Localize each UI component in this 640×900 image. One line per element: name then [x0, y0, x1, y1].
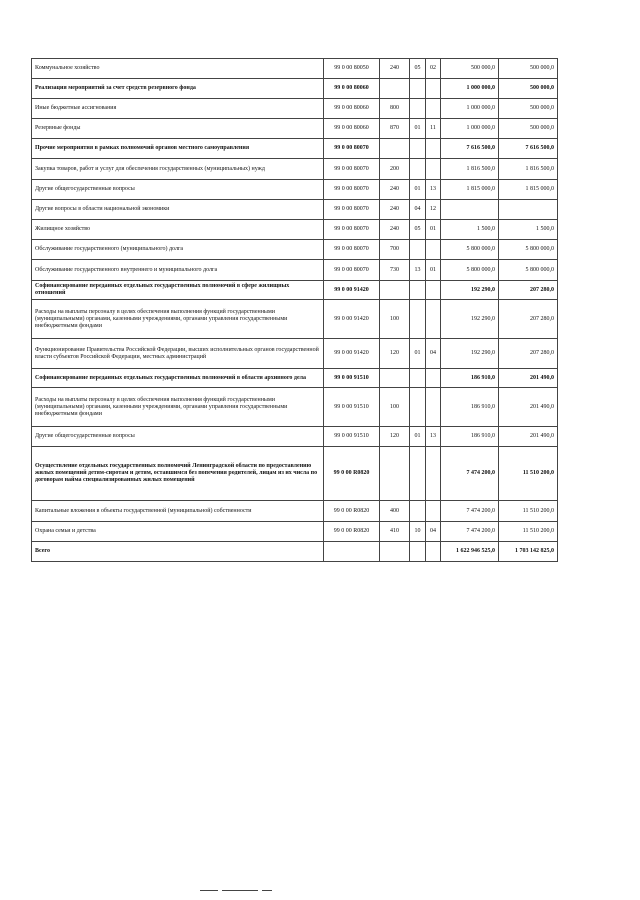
row-code: 99 0 00 R0820: [324, 447, 380, 501]
row-subsection: [426, 79, 441, 99]
row-section: [410, 501, 426, 522]
row-subsection: 01: [426, 220, 441, 240]
row-sum-year2: 5 800 000,0: [499, 260, 558, 281]
row-section: [410, 369, 426, 388]
row-expense-type: [380, 281, 410, 300]
row-section: 05: [410, 59, 426, 79]
table-row: [32, 220, 558, 240]
row-sum-year2: 500 000,0: [499, 79, 558, 99]
table-row: [32, 300, 558, 339]
row-expense-type: 800: [380, 99, 410, 119]
row-code: 99 0 00 91510: [324, 427, 380, 447]
row-expense-type: 240: [380, 200, 410, 220]
row-code: 99 0 00 80070: [324, 139, 380, 159]
row-code: [324, 542, 380, 562]
row-sum-year2: 207 280,0: [499, 281, 558, 300]
row-subsection: 12: [426, 200, 441, 220]
row-section: [410, 447, 426, 501]
row-name: Обслуживание государственного (муниципального) долга: [32, 240, 324, 260]
row-sum-year1: 1 816 500,0: [441, 159, 499, 180]
row-code: 99 0 00 80070: [324, 180, 380, 200]
row-subsection: 02: [426, 59, 441, 79]
row-subsection: 11: [426, 119, 441, 139]
row-sum-year2: 1 815 000,0: [499, 180, 558, 200]
table-row: [32, 542, 558, 562]
table-row: [32, 427, 558, 447]
row-sum-year1: 5 800 000,0: [441, 260, 499, 281]
row-section: 10: [410, 522, 426, 542]
row-sum-year2: 1 816 500,0: [499, 159, 558, 180]
row-code: 99 0 00 80070: [324, 159, 380, 180]
row-subsection: [426, 159, 441, 180]
table-row: [32, 369, 558, 388]
row-subsection: [426, 240, 441, 260]
row-section: [410, 79, 426, 99]
row-expense-type: 240: [380, 59, 410, 79]
row-section: 04: [410, 200, 426, 220]
row-section: [410, 388, 426, 427]
row-section: [410, 542, 426, 562]
row-sum-year2: 500 000,0: [499, 59, 558, 79]
row-expense-type: 200: [380, 159, 410, 180]
row-expense-type: [380, 447, 410, 501]
row-sum-year1: 7 474 200,0: [441, 522, 499, 542]
row-subsection: [426, 139, 441, 159]
row-expense-type: 240: [380, 180, 410, 200]
row-sum-year2: 7 616 500,0: [499, 139, 558, 159]
table-row: [32, 139, 558, 159]
row-section: 05: [410, 220, 426, 240]
row-expense-type: 120: [380, 427, 410, 447]
row-subsection: [426, 281, 441, 300]
table-row: [32, 200, 558, 220]
row-sum-year1: 192 290,0: [441, 281, 499, 300]
row-subsection: [426, 501, 441, 522]
row-subsection: [426, 300, 441, 339]
row-section: [410, 99, 426, 119]
row-section: [410, 281, 426, 300]
row-section: 13: [410, 260, 426, 281]
row-sum-year2: 201 490,0: [499, 388, 558, 427]
row-subsection: [426, 99, 441, 119]
row-expense-type: 410: [380, 522, 410, 542]
row-section: [410, 240, 426, 260]
row-subsection: [426, 369, 441, 388]
row-subsection: 04: [426, 522, 441, 542]
row-sum-year1: 192 290,0: [441, 300, 499, 339]
row-code: 99 0 00 91420: [324, 300, 380, 339]
row-sum-year2: [499, 200, 558, 220]
row-subsection: [426, 447, 441, 501]
row-sum-year2: 5 800 000,0: [499, 240, 558, 260]
footer-line: [200, 890, 218, 891]
row-expense-type: [380, 542, 410, 562]
table-row: [32, 260, 558, 281]
row-name: Всего: [32, 542, 324, 562]
row-code: 99 0 00 91510: [324, 369, 380, 388]
table-row: [32, 159, 558, 180]
row-sum-year1: 186 910,0: [441, 427, 499, 447]
row-section: 01: [410, 119, 426, 139]
row-name: Расходы на выплаты персоналу в целях обеспечения выполнения функций государственными (муниципальными) органами, казенными учреждениями, органами управления государственными внебюджетными фондами: [32, 388, 324, 427]
row-subsection: 13: [426, 427, 441, 447]
row-sum-year2: 11 510 200,0: [499, 501, 558, 522]
row-sum-year1: [441, 200, 499, 220]
row-name: Другие вопросы в области национальной экономики: [32, 200, 324, 220]
row-name: Расходы на выплаты персоналу в целях обеспечения выполнения функций государственными (муниципальными) органами, казенными учреждениями, органами управления государственными внебюджетными фондами: [32, 300, 324, 339]
row-section: 01: [410, 339, 426, 369]
row-name: Функционирование Правительства Российской Федерации, высших исполнительных органов государственной власти субъектов Российской Федерации, местных администраций: [32, 339, 324, 369]
row-sum-year1: 1 000 000,0: [441, 79, 499, 99]
row-subsection: 04: [426, 339, 441, 369]
row-code: 99 0 00 91420: [324, 281, 380, 300]
row-subsection: 13: [426, 180, 441, 200]
row-code: 99 0 00 R0820: [324, 501, 380, 522]
row-sum-year1: 1 000 000,0: [441, 99, 499, 119]
row-name: Другие общегосударственные вопросы: [32, 427, 324, 447]
table-row: [32, 522, 558, 542]
row-name: Реализация мероприятий за счет средств резервного фонда: [32, 79, 324, 99]
table-row: [32, 388, 558, 427]
row-name: Другие общегосударственные вопросы: [32, 180, 324, 200]
row-expense-type: 240: [380, 220, 410, 240]
row-sum-year2: 207 280,0: [499, 300, 558, 339]
row-section: [410, 159, 426, 180]
row-name: Софинансирование переданных отдельных государственных полномочий в области архивного дела: [32, 369, 324, 388]
row-name: Жилищное хозяйство: [32, 220, 324, 240]
row-section: [410, 139, 426, 159]
row-name: Охрана семьи и детства: [32, 522, 324, 542]
row-name: Закупка товаров, работ и услуг для обеспечения государственных (муниципальных) нужд: [32, 159, 324, 180]
row-sum-year2: 500 000,0: [499, 119, 558, 139]
row-sum-year1: 500 000,0: [441, 59, 499, 79]
table-row: [32, 240, 558, 260]
row-code: 99 0 00 R0820: [324, 522, 380, 542]
row-sum-year2: 1 500,0: [499, 220, 558, 240]
row-sum-year2: 201 490,0: [499, 369, 558, 388]
row-subsection: [426, 542, 441, 562]
row-name: Прочие мероприятия в рамках полномочий органов местного самоуправления: [32, 139, 324, 159]
row-sum-year1: 186 910,0: [441, 369, 499, 388]
budget-table: [31, 58, 558, 562]
table-row: [32, 281, 558, 300]
row-code: 99 0 00 80060: [324, 119, 380, 139]
row-section: 01: [410, 180, 426, 200]
row-sum-year2: 11 510 200,0: [499, 447, 558, 501]
table-row: [32, 79, 558, 99]
row-code: 99 0 00 80070: [324, 240, 380, 260]
row-code: 99 0 00 80070: [324, 260, 380, 281]
row-sum-year1: 7 474 200,0: [441, 501, 499, 522]
table-row: [32, 99, 558, 119]
row-section: 01: [410, 427, 426, 447]
row-sum-year2: 500 000,0: [499, 99, 558, 119]
row-sum-year1: 1 000 000,0: [441, 119, 499, 139]
row-sum-year1: 186 910,0: [441, 388, 499, 427]
row-name: Иные бюджетные ассигнования: [32, 99, 324, 119]
row-name: Резервные фонды: [32, 119, 324, 139]
row-code: 99 0 00 91510: [324, 388, 380, 427]
row-code: 99 0 00 80050: [324, 59, 380, 79]
row-section: [410, 300, 426, 339]
row-expense-type: [380, 139, 410, 159]
table-row: [32, 501, 558, 522]
row-expense-type: [380, 369, 410, 388]
table-row: [32, 180, 558, 200]
row-name: Капитальные вложения в объекты государственной (муниципальной) собственности: [32, 501, 324, 522]
row-sum-year1: 1 500,0: [441, 220, 499, 240]
row-sum-year1: 1 622 946 525,0: [441, 542, 499, 562]
table-row: [32, 59, 558, 79]
row-code: 99 0 00 80060: [324, 79, 380, 99]
row-expense-type: 870: [380, 119, 410, 139]
row-sum-year1: 1 815 000,0: [441, 180, 499, 200]
row-sum-year2: 201 490,0: [499, 427, 558, 447]
row-sum-year2: 1 703 142 825,0: [499, 542, 558, 562]
row-sum-year2: 11 510 200,0: [499, 522, 558, 542]
row-code: 99 0 00 80060: [324, 99, 380, 119]
row-name: Коммунальное хозяйство: [32, 59, 324, 79]
row-expense-type: 100: [380, 388, 410, 427]
row-sum-year1: 7 474 200,0: [441, 447, 499, 501]
row-code: 99 0 00 80070: [324, 220, 380, 240]
row-expense-type: 120: [380, 339, 410, 369]
row-name: Осуществление отдельных государственных полномочий Ленинградской области по предоставлению жилых помещений детям-сиротам и детям, оставшимся без попечения родителей, лицам из их числа по договорам найма специализированных жилых помещений: [32, 447, 324, 501]
row-name: Софинансирование переданных отдельных государственных полномочий в сфере жилищных отношений: [32, 281, 324, 300]
row-sum-year1: 192 290,0: [441, 339, 499, 369]
row-expense-type: 700: [380, 240, 410, 260]
table-row: [32, 339, 558, 369]
row-expense-type: 730: [380, 260, 410, 281]
row-subsection: 01: [426, 260, 441, 281]
row-code: 99 0 00 91420: [324, 339, 380, 369]
row-sum-year1: 5 800 000,0: [441, 240, 499, 260]
row-expense-type: [380, 79, 410, 99]
row-sum-year1: 7 616 500,0: [441, 139, 499, 159]
table-row: [32, 119, 558, 139]
footer-line: [222, 890, 258, 891]
row-expense-type: 100: [380, 300, 410, 339]
row-expense-type: 400: [380, 501, 410, 522]
table-row: [32, 447, 558, 501]
row-name: Обслуживание государственного внутреннего и муниципального долга: [32, 260, 324, 281]
row-subsection: [426, 388, 441, 427]
row-sum-year2: 207 280,0: [499, 339, 558, 369]
footer-line: [262, 890, 272, 891]
row-code: 99 0 00 80070: [324, 200, 380, 220]
